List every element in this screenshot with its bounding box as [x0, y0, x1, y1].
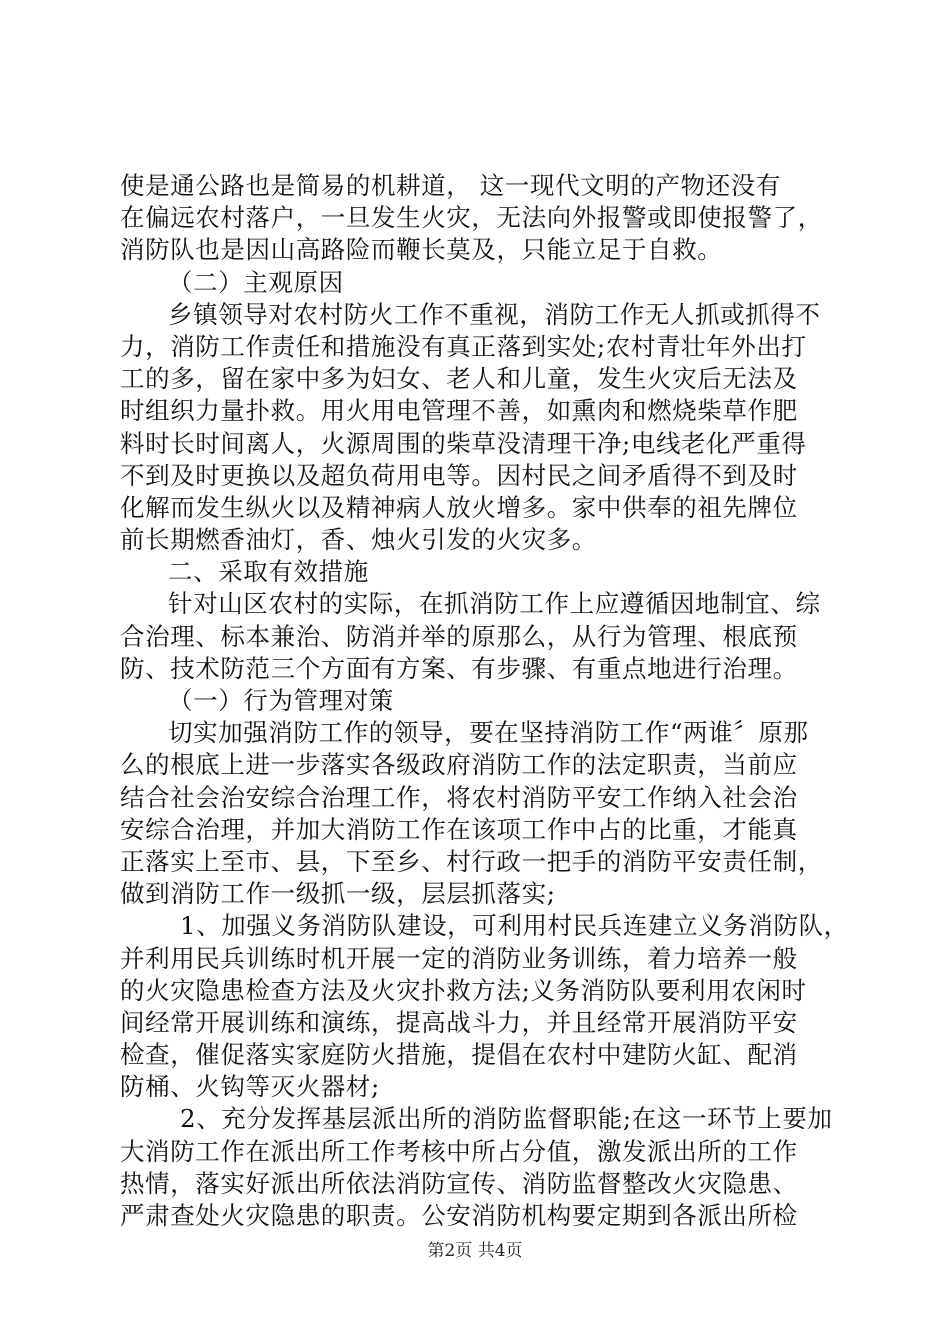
text-line: 么的根底上进一步落实各级政府消防工作的法定职责，当前应 [120, 750, 798, 780]
text-line: 合治理、标本兼治、防消并举的原那么，从行为管理、根底预 [120, 621, 798, 651]
text-line: 的火灾隐患检查方法及火灾扑救方法;义务消防队要利用农闲时 [120, 975, 807, 1005]
section-heading: （二）主观原因 [168, 267, 344, 297]
section-heading: 二、采取有效措施 [168, 557, 369, 587]
text-line: 力，消防工作责任和措施没有真正落到实处;农村青壮年外出打 [120, 331, 807, 361]
text-line: 乡镇领导对农村防火工作不重视，消防工作无人抓或抓得不 [168, 299, 821, 329]
text-line: 使是通公路也是简易的机耕道， 这一现代文明的产物还没有 [120, 171, 781, 200]
text-line: 间经常开展训练和演练，提高战斗力，并且经常开展消防平安 [120, 1007, 798, 1037]
text-line: 结合社会治安综合治理工作，将农村消防平安工作纳入社会治 [120, 782, 798, 812]
text-line: 防桶、火钩等灭火器材; [120, 1072, 380, 1102]
text-line: 严肃查处火灾隐患的职责。公安消防机构要定期到各派出所检 [120, 1201, 798, 1230]
text-line: 切实加强消防工作的领导，要在坚持消防工作“两谁〞原那 [168, 718, 809, 748]
text-line: 针对山区农村的实际，在抓消防工作上应遵循因地制宜、综 [168, 589, 821, 619]
text-line: 工的多，留在家中多为妇女、老人和儿童，发生火灾后无法及 [120, 364, 798, 394]
text-line: 做到消防工作一级抓一级，层层抓落实; [120, 879, 556, 909]
text-line: 并利用民兵训练时机开展一定的消防业务训练，着力培养一般 [120, 943, 798, 973]
text-line: 时组织力量扑救。用火用电管理不善，如熏肉和燃烧柴草作肥 [120, 396, 798, 426]
text-line: 热情，落实好派出所依法消防宣传、消防监督整改火灾隐患、 [120, 1168, 798, 1198]
text-line: 大消防工作在派出所工作考核中所占分值，激发派出所的工作 [120, 1136, 798, 1166]
text-line: 2、充分发挥基层派出所的消防监督职能;在这一环节上要加 [180, 1104, 833, 1134]
text-line: 消防队也是因山高路险而鞭长莫及，只能立足于自救。 [120, 235, 723, 265]
text-line: 不到及时更换以及超负荷用电等。因村民之间矛盾得不到及时 [120, 460, 798, 490]
text-line: 在偏远农村落户，一旦发生火灾，无法向外报警或即使报警了， [120, 203, 823, 233]
text-line: 化解而发生纵火以及精神病人放火增多。家中供奉的祖先牌位 [120, 492, 798, 522]
text-line: 正落实上至市、县，下至乡、村行政一把手的消防平安责任制， [120, 846, 823, 876]
text-line: 1、加强义务消防队建设，可利用村民兵连建立义务消防队， [180, 911, 849, 941]
text-line: 前长期燃香油灯，香、烛火引发的火灾多。 [120, 525, 597, 555]
section-heading: （一）行为管理对策 [168, 686, 394, 715]
text-line: 安综合治理，并加大消防工作在该项工作中占的比重，才能真 [120, 814, 798, 844]
page-number-footer: 第2页 共4页 [427, 1241, 523, 1261]
document-body [120, 170, 849, 1232]
text-line: 料时长时间离人，火源周围的柴草没清理干净;电线老化严重得 [120, 428, 807, 458]
text-line: 防、技术防范三个方面有方案、有步骤、有重点地进行治理。 [120, 653, 798, 683]
text-line: 检查，催促落实家庭防火措施，提倡在农村中建防火缸、配消 [120, 1040, 798, 1070]
